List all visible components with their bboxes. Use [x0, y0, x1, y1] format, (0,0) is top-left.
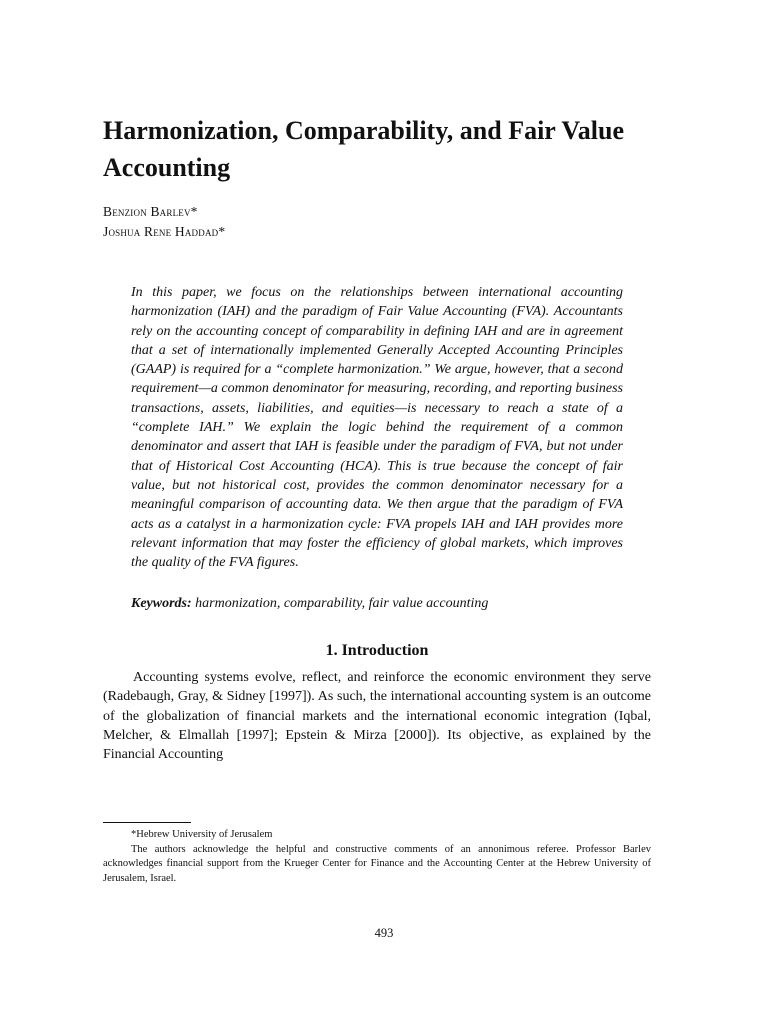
- footnotes: [103, 828, 651, 886]
- page-number: 493: [374, 926, 394, 940]
- abstract: In this paper, we focus on the relationships between international accounting harmonization (IAH) and the paradigm of Fair Value Accounting (FVA). Accountants rely on the accounting concept of comparability in defining IAH and are in agreement that a set of internationally implemented Generally Accepted Accounting Principles (GAAP) is required for a “complete harmonization.” We argue, however, that a second requirement—a common denominator for measuring, recording, and reporting business transactions, assets, liabilities, and equities—is necessary to reach a state of a “complete IAH.” We explain the logic behind the requirement of a common denominator and assert that IAH is feasible under the paradigm of FVA, but not under that of Historical Cost Accounting (HCA). This is true because the concept of fair value, but not historical cost, provides the common denominator necessary for a meaningful comparison of accounting data. We then argue that the paradigm of FVA acts as a catalyst in a harmonization cycle: FVA propels IAH and IAH provides more relevant information that may foster the efficiency of global markets, which improves the quality of the FVA figures.: [131, 285, 623, 571]
- footnote-divider: [103, 822, 191, 823]
- author-list: [103, 202, 663, 242]
- paper-title: Harmonization, Comparability, and Fair Value Accounting: [103, 116, 625, 182]
- keywords: [131, 594, 623, 613]
- keywords-label: Keywords:: [131, 596, 192, 611]
- section-heading: 1. Introduction: [325, 642, 429, 659]
- intro-paragraph: Accounting systems evolve, reflect, and reinforce the economic environment they serve (Radebaugh, Gray, & Sidney [1997]). As such, the international accounting system is an outcome of the globalization of financial markets and the international economic integration (Iqbal, Melcher, & Elmallah [1997]; Epstein & Mirza [2000]). Its objective, as explained by the Financial Accounting: [103, 670, 651, 763]
- author-name: Benzion Barlev*: [103, 204, 198, 219]
- footnote-acknowledgement: The authors acknowledge the helpful and constructive comments of an annonimous referee. Professor Barlev acknowledges financial support from the Krueger Center for Finance and the Accounting Center at the Hebrew University of Jerusalem, Israel.: [103, 843, 651, 884]
- footnote-affiliation: *Hebrew University of Jerusalem: [131, 829, 273, 840]
- author-name: Joshua Rene Haddad*: [103, 224, 226, 239]
- keywords-list: harmonization, comparability, fair value accounting: [195, 596, 489, 611]
